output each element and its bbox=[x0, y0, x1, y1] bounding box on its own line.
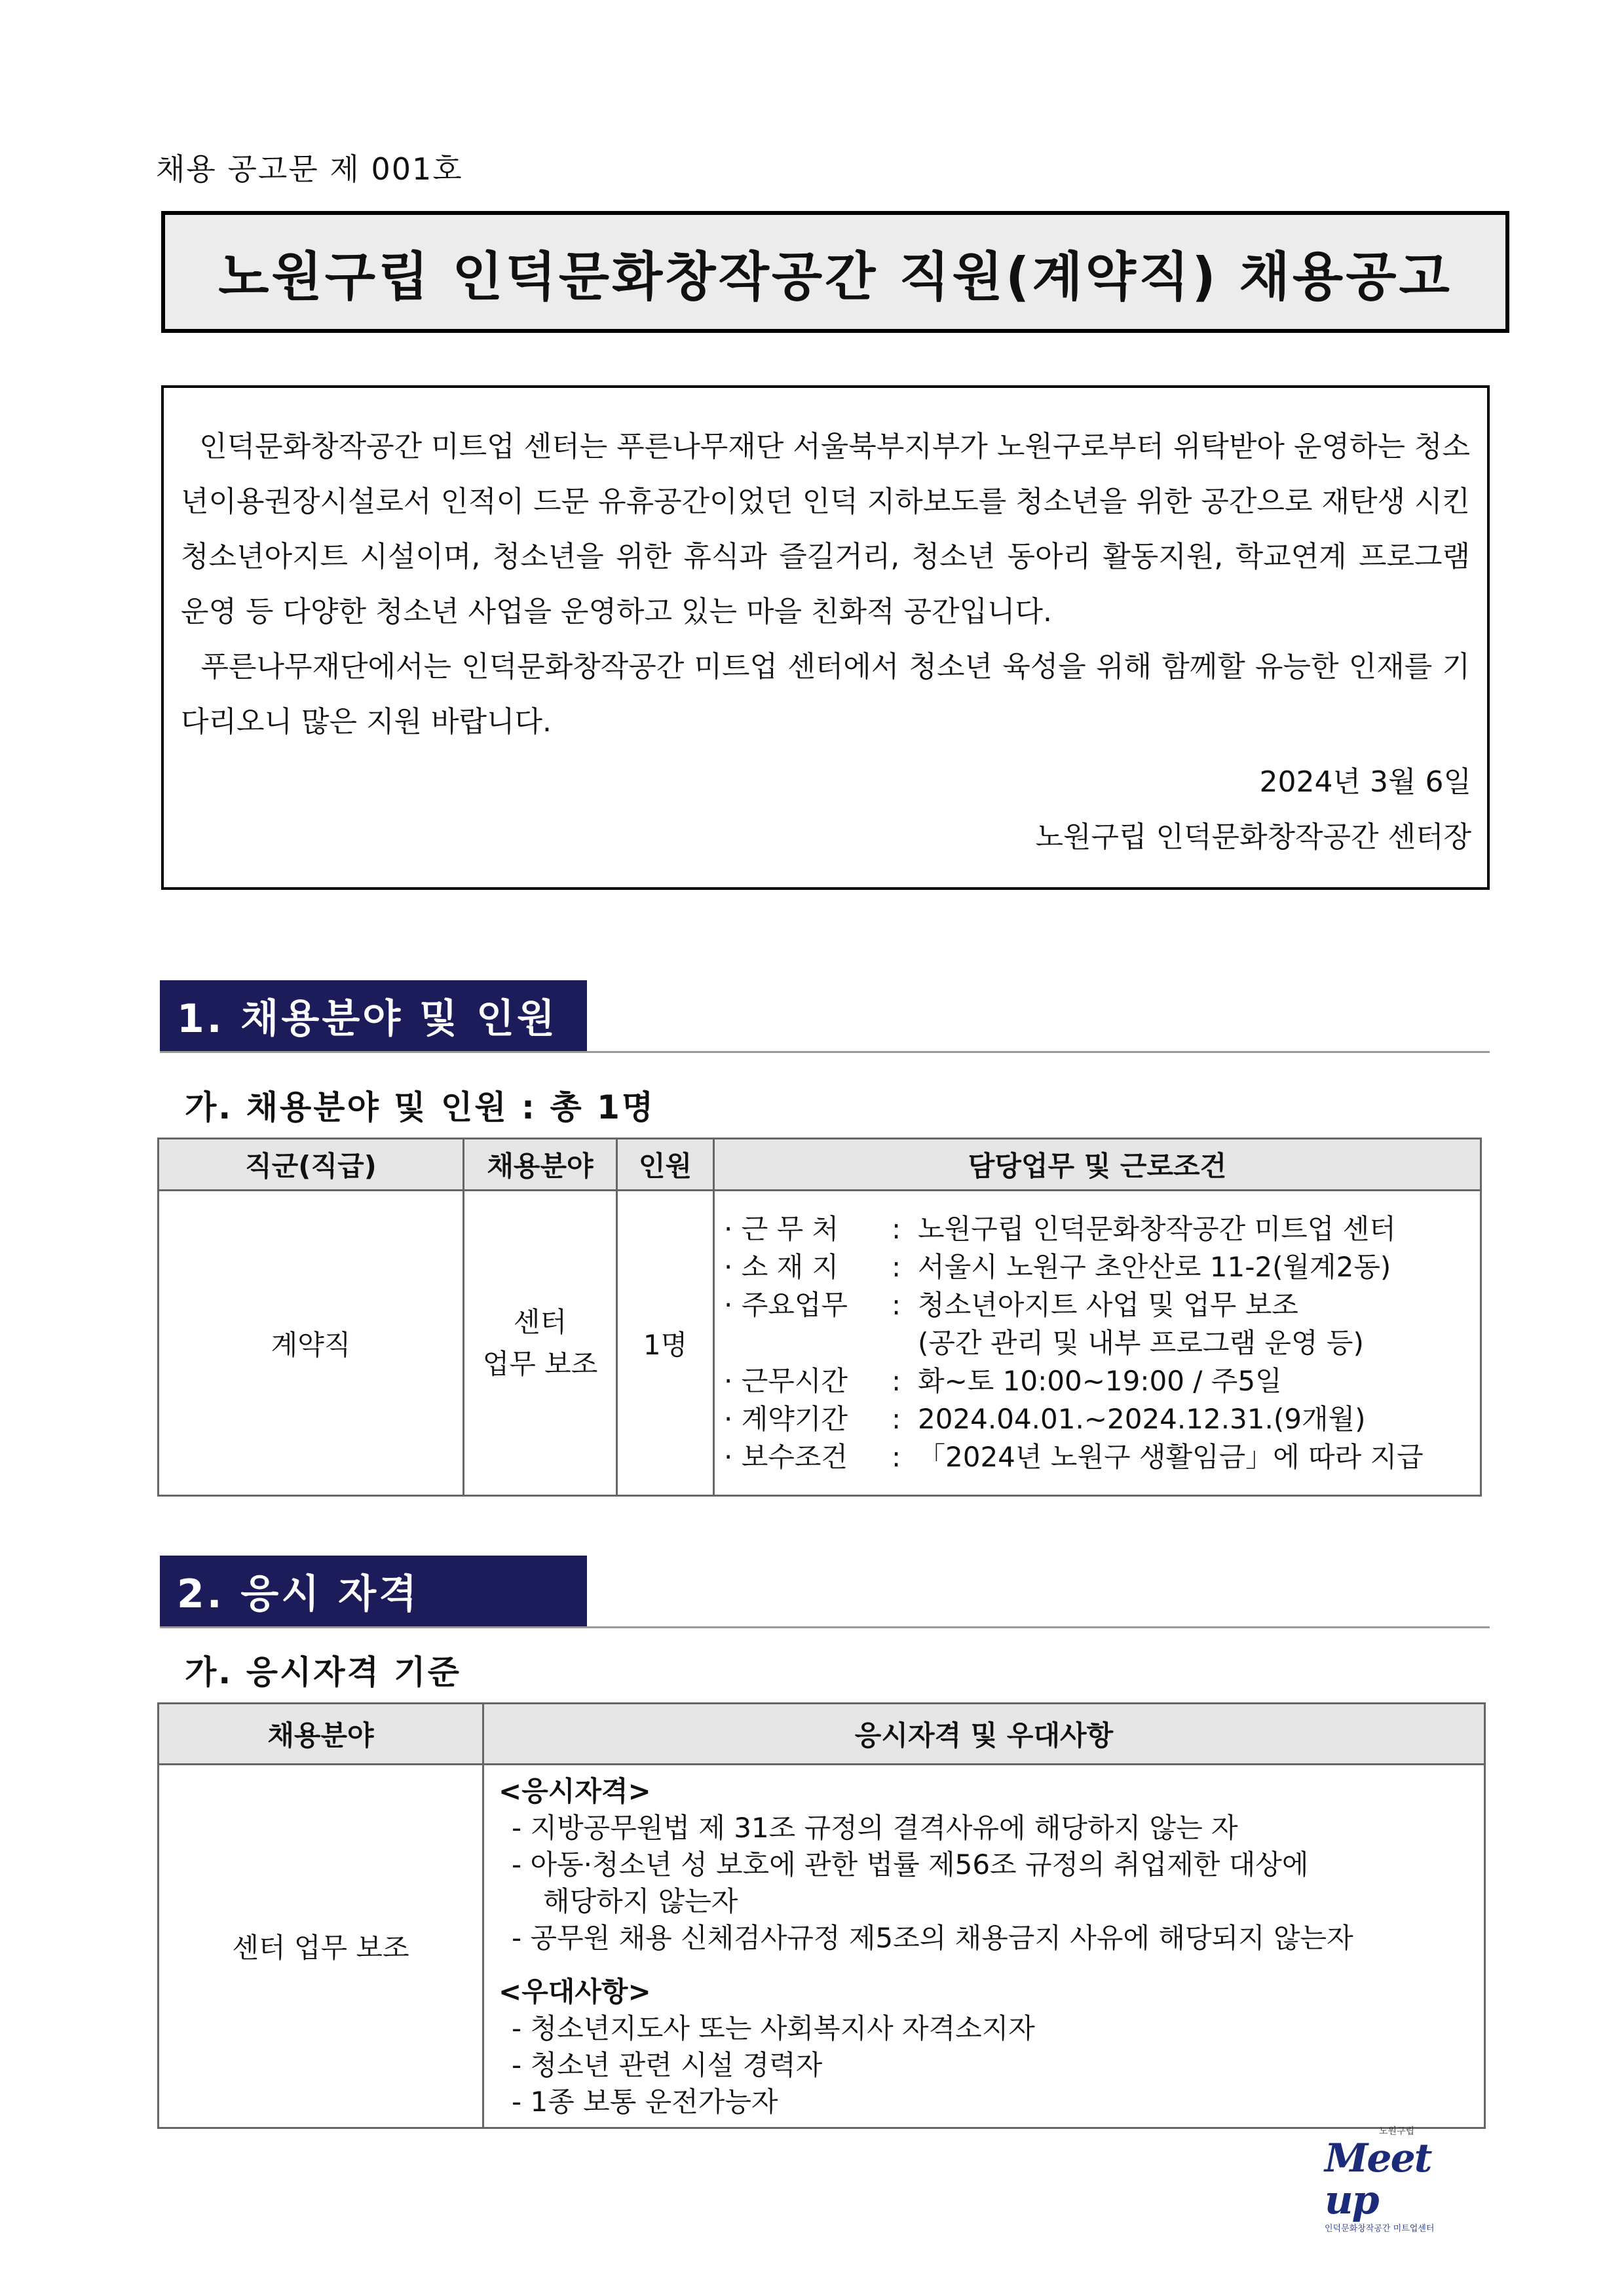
recruitment-table bbox=[157, 1138, 1482, 1497]
detail-main-duty-sub: (공간 관리 및 내부 프로그램 운영 등) bbox=[918, 1326, 1364, 1359]
section1-subtitle: 가. 채용분야 및 인원 : 총 1명 bbox=[185, 1088, 656, 1126]
detail-address: · 소 재 지 : 서울시 노원구 초안산로 11-2(월계2동) bbox=[724, 1250, 1391, 1283]
table-header-row bbox=[159, 1704, 1485, 1765]
cell-duties bbox=[714, 1191, 1481, 1496]
intro-signer: 노원구립 인덕문화창작공간 센터장 bbox=[1035, 820, 1471, 854]
preference-heading: <우대사항> bbox=[499, 1976, 651, 2008]
cell-field bbox=[464, 1191, 617, 1496]
cell-qualifications bbox=[483, 1765, 1485, 2128]
intro-signature bbox=[1035, 755, 1471, 865]
detail-contract-period: · 계약기간 : 2024.04.01.~2024.12.31.(9개월) bbox=[724, 1402, 1366, 1435]
page-title: 노원구립 인덕문화창작공간 직원(계약직) 채용공고 bbox=[161, 211, 1509, 333]
cell-field: 센터 업무 보조 bbox=[159, 1765, 483, 2128]
qualification-item-3: - 공무원 채용 신체검사규정 제5조의 채용금지 사유에 해당되지 않는자 bbox=[512, 1922, 1353, 1954]
header-grade: 직군(직급) bbox=[159, 1139, 464, 1191]
header-count: 인원 bbox=[617, 1139, 714, 1191]
cell-grade: 계약직 bbox=[159, 1191, 464, 1496]
preference-item-3: - 1종 보통 운전가능자 bbox=[512, 2086, 778, 2118]
detail-pay: · 보수조건 : 「2024년 노원구 생활임금」에 따라 지급 bbox=[724, 1440, 1424, 1473]
section2-title: 2. 응시 자격 bbox=[160, 1556, 587, 1626]
header-qualifications: 응시자격 및 우대사항 bbox=[483, 1704, 1485, 1765]
logo-main-text: Meet up bbox=[1325, 2135, 1431, 2223]
header-field: 채용분야 bbox=[159, 1704, 483, 1765]
section1-title: 1. 채용분야 및 인원 bbox=[160, 980, 587, 1051]
notice-number: 채용 공고문 제 001호 bbox=[156, 151, 463, 187]
section1-header bbox=[160, 980, 1490, 1053]
qualification-item-2-cont: 해당하지 않는자 bbox=[543, 1885, 738, 1917]
detail-workplace: · 근 무 처 : 노원구립 인덕문화창작공간 미트업 센터 bbox=[724, 1212, 1396, 1245]
qualification-heading: <응시자격> bbox=[499, 1775, 651, 1807]
detail-hours: · 근무시간 : 화~토 10:00~19:00 / 주5일 bbox=[724, 1364, 1282, 1397]
intro-paragraph-2: 푸른나무재단에서는 인덕문화창작공간 미트업 센터에서 청소년 육성을 위해 함께할 유능한 인재를 기다리오니 많은 지원 바랍니다. bbox=[181, 650, 1470, 738]
qualification-item-2: - 아동·청소년 성 보호에 관한 법률 제56조 규정의 취업제한 대상에 bbox=[512, 1848, 1309, 1881]
field-line-1: 센터 bbox=[513, 1305, 567, 1338]
table-header-row bbox=[159, 1139, 1481, 1191]
header-duties: 담당업무 및 근로조건 bbox=[714, 1139, 1481, 1191]
preference-item-1: - 청소년지도사 또는 사회복지사 자격소지자 bbox=[512, 2012, 1035, 2044]
cell-count: 1명 bbox=[617, 1191, 714, 1496]
qualification-item-1: - 지방공무원법 제 31조 규정의 결격사유에 해당하지 않는 자 bbox=[512, 1812, 1238, 1844]
table-row bbox=[159, 1765, 1485, 2128]
detail-main-duty: · 주요업무 : 청소년아지트 사업 및 업무 보조 bbox=[724, 1288, 1298, 1321]
qualification-table bbox=[157, 1702, 1486, 2129]
logo-sub-text: 인덕문화창작공간 미트업센터 bbox=[1325, 2224, 1435, 2234]
table-row bbox=[159, 1191, 1481, 1496]
section2-subtitle: 가. 응시자격 기준 bbox=[185, 1653, 461, 1691]
intro-date: 2024년 3월 6일 bbox=[1259, 765, 1471, 799]
section2-header bbox=[160, 1556, 1490, 1628]
logo-small-text: 노원구립 bbox=[1378, 2126, 1415, 2137]
intro-box bbox=[161, 385, 1490, 890]
preference-item-2: - 청소년 관련 시설 경력자 bbox=[512, 2049, 823, 2081]
meetup-logo bbox=[1325, 2124, 1495, 2234]
intro-paragraph-1: 인덕문화창작공간 미트업 센터는 푸른나무재단 서울북부지부가 노원구로부터 위탁받아 운영하는 청소년이용권장시설로서 인적이 드문 유휴공간이었던 인덕 지하보도를 청소년을 위한 공간으로 재탄생 시킨 청소년아지트 시설이며, 청소년을 위한 휴식과 즐길거리, 청소년 동아리 활동지원, 학교연계 프로그램 운영 등 다양한 청소년 사업을 운영하고 있는 마을 친화적 공간입니다. bbox=[181, 430, 1470, 628]
field-line-2: 업무 보조 bbox=[482, 1347, 598, 1380]
header-field: 채용분야 bbox=[464, 1139, 617, 1191]
